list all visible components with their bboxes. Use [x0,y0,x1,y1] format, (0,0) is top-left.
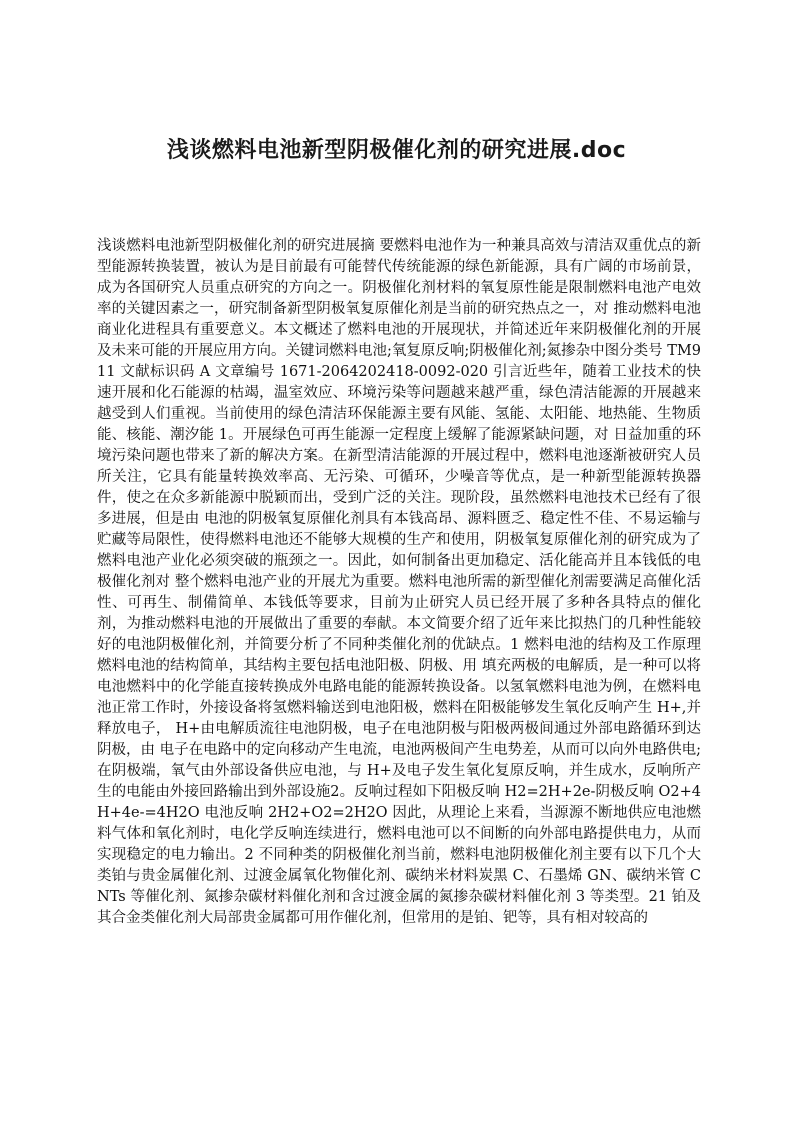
document-title: 浅谈燃料电池新型阴极催化剂的研究进展.doc [166,138,627,163]
document-body-text: 浅谈燃料电池新型阴极催化剂的研究进展摘 要燃料电池作为一种兼具高效与清洁双重优点的新型能源转换装置，被认为是目前最有可能替代传统能源的绿色新能源，具有广阔的市场前景，成为各国研究人员重点研究的方向之一。阴极催化剂材料的氧复原性能是限制燃料电池产电效率的关键因素之一，研究制备新型阴极氧复原催化剂是当前的研究热点之一，对 推动燃料电池商业化进程具有重要意义。本文概述了燃料电池的开展现状，并简述近年来阴极催化剂的开展及未来可能的开展应用方向。关键词燃料电池;氧复原反响;阴极催化剂;氮掺杂中图分类号 TM911 文献标识码 A 文章编号 1671-2064202418-0092-020 引言近些年，随着工业技术的快速开展和化石能源的枯竭，温室效应、环境污染等问题越来越严重，绿色清洁能源的开展越来越受到人们重视。当前使用的绿色清洁环保能源主要有风能、氢能、太阳能、地热能、生物质能、核能、潮汐能 1。开展绿色可再生能源一定程度上缓解了能源紧缺问题，对 日益加重的环境污染问题也带来了新的解决方案。在新型清洁能源的开展过程中，燃料电池逐渐被研究人员所关注，它具有能量转换效率高、无污染、可循环，少噪音等优点，是一种新型能源转换器件，使之在众多新能源中脱颖而出，受到广泛的关注。现阶段，虽然燃料电池技术已经有了很多进展，但是由 电池的阴极氧复原催化剂具有本钱高昂、源料匮乏、稳定性不佳、不易运输与贮藏等局限性，使得燃料电池还不能够大规模的生产和使用，阴极氧复原催化剂的研究成为了燃料电池产业化必须突破的瓶颈之一。因此，如何制备出更加稳定、活化能高并且本钱低的电极催化剂对 整个燃料电池产业的开展尤为重要。燃料电池所需的新型催化剂需要满足高催化活性、可再生、制備简单、本钱低等要求，目前为止研究人员已经开展了多种各具特点的催化剂，为推动燃料电池的开展做出了重要的奉献。本文简要介绍了近年来比拟热门的几种性能较好的电池阴极催化剂，并简要分析了不同种类催化剂的优缺点。1 燃料电池的结构及工作原理燃料电池的结构简单，其结构主要包括电池阳极、阴极、用 填充两极的电解质，是一种可以将电池燃料中的化学能直接转换成外电路电能的能源转换设备。以氢氧燃料电池为例，在燃料电池正常工作时，外接设备将氢燃料输送到电池阳极，燃料在阳极能够发生氧化反响产生 H+,并释放电子， H+由电解质流往电池阴极，电子在电池阴极与阳极两极间通过外部电路循环到达阴极，由 电子在电路中的定向移动产生电流，电池两极间产生电势差，从而可以向外电路供电;在阴极端，氧气由外部设备供应电池，与 H+及电子发生氧化复原反响，并生成水，反响所产生的电能由外接回路输出到外部设施2。反响过程如下阳极反响 H2=2H+2e-阴极反响 O2+4H+4e-=4H2O 电池反响 2H2+O2=2H2O 因此，从理论上来看，当源源不断地供应电池燃料气体和氧化剂时，电化学反响连续进行，燃料电池可以不间断的向外部电路提供电力，从而实现稳定的电力输出。2 不同种类的阴极催化剂当前，燃料电池阴极催化剂主要有以下几个大类铂与贵金属催化剂、过渡金属氧化物催化剂、碳纳米材料炭黑 C、石墨烯 GN、碳纳米管 CNTs 等催化剂、氮掺杂碳材料催化剂和含过渡金属的氮掺杂碳材料催化剂 3 等类型。21 铂及其合金类催化剂大局部贵金属都可用作催化剂，但常用的是铂、钯等，具有相对较高的 [97,238,702,926]
